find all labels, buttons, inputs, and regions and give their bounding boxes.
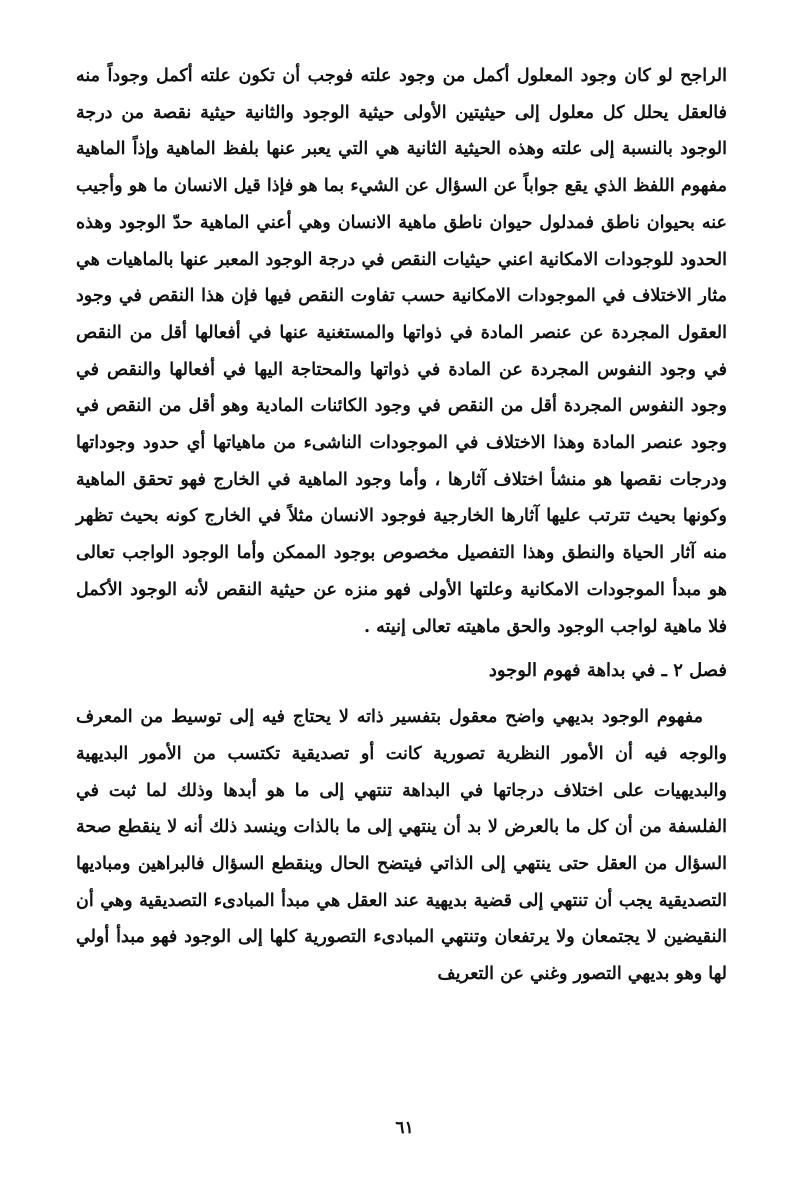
paragraph: مفهوم الوجود بديهي واضح معقول بتفسير ذاته لا يحتاج فيه إلى توسيط من المعرف والوجه فيه أن الأمور النظرية تصورية كانت أو تصديقية تكتسب من الأمور البديهية والبديهيات على اختلاف درجاتها في البداهة تنتهي إلى ما هو أبدها وذلك لما ثبت في الفلسفة من أن كل ما بالعرض لا بد أن ينتهي إلى ما بالذات وينسد ذلك أنه لا ينقطع صحة السؤال من العقل حتى ينتهي إلى الذاتي فيتضح الحال وينقطع السؤال فالبراهين ومباديها التصديقية يجب أن تنتهي إلى قضية بديهية عند العقل هي مبدأ المبادىء التصديقية وهي أن النقيضين لا يجتمعان ولا يرتفعان وتنتهي المبادىء التصورية كلها إلى الوجود فهو مبدأ أولي لها وهو بديهي التصور وغني عن التعريف	[76, 707, 727, 985]
page-number: ٦١	[395, 1118, 414, 1138]
section-heading: فصل ٢ ـ في بداهة فهوم الوجود	[488, 660, 727, 682]
paragraph: الراجح لو كان وجود المعلول أكمل من وجود علته فوجب أن تكون علته أكمل وجوداً منه فالعقل يحلل كل معلول إلى حيثيتين الأولى حيثية الوجود والثانية حيثية نقصة من درجة الوجود بالنسبة إلى علته وهذه الحيثية الثانية هي التي يعبر عنها بلفظ الماهية وإذاً الماهية مفهوم اللفظ الذي يقع جواباً عن السؤال عن الشيء بما هو فإذا قيل الانسان ما هو وأجيب عنه بحيوان ناطق فمدلول حيوان ناطق ماهية الانسان وهي أعني الماهية حدّ الوجود وهذه الحدود للوجودات الامكانية اعني حيثيات النقص في درجة الوجود المعبر عنها بالماهيات هي مثار الاختلاف في الموجودات الامكانية حسب تفاوت النقص فيها فإن هذا النقص في وجود العقول المجردة عن عنصر المادة في ذواتها والمستغنية عنها في أفعالها أقل من النقص في وجود النفوس المجردة عن المادة في ذواتها والمحتاجة اليها في أفعالها والنقص في وجود النفوس المجردة أقل من النقص في وجود الكائنات المادية وهو أقل من النقص في وجود عنصر المادة وهذا الاختلاف في الموجودات الناشىء من ماهياتها أي حدود وجوداتها ودرجات نقصها هو منشأ اختلاف آثارها ، وأما وجود الماهية في الخارج فهو تحقق الماهية وكونها بحيث تترتب عليها آثارها الخارجية فوجود الانسان مثلاً في الخارج كونه بحيث تظهر منه آثار الحياة والنطق وهذا التفصيل مخصوص بوجود الممكن وأما الوجود الواجب تعالى هو مبدأ الموجودات الامكانية وعلتها الأولى فهو منزه عن حيثية النقص لأنه الوجود الأكمل فلا ماهية لواجب الوجود والحق ماهيته تعالى إنيته .	[76, 66, 727, 637]
